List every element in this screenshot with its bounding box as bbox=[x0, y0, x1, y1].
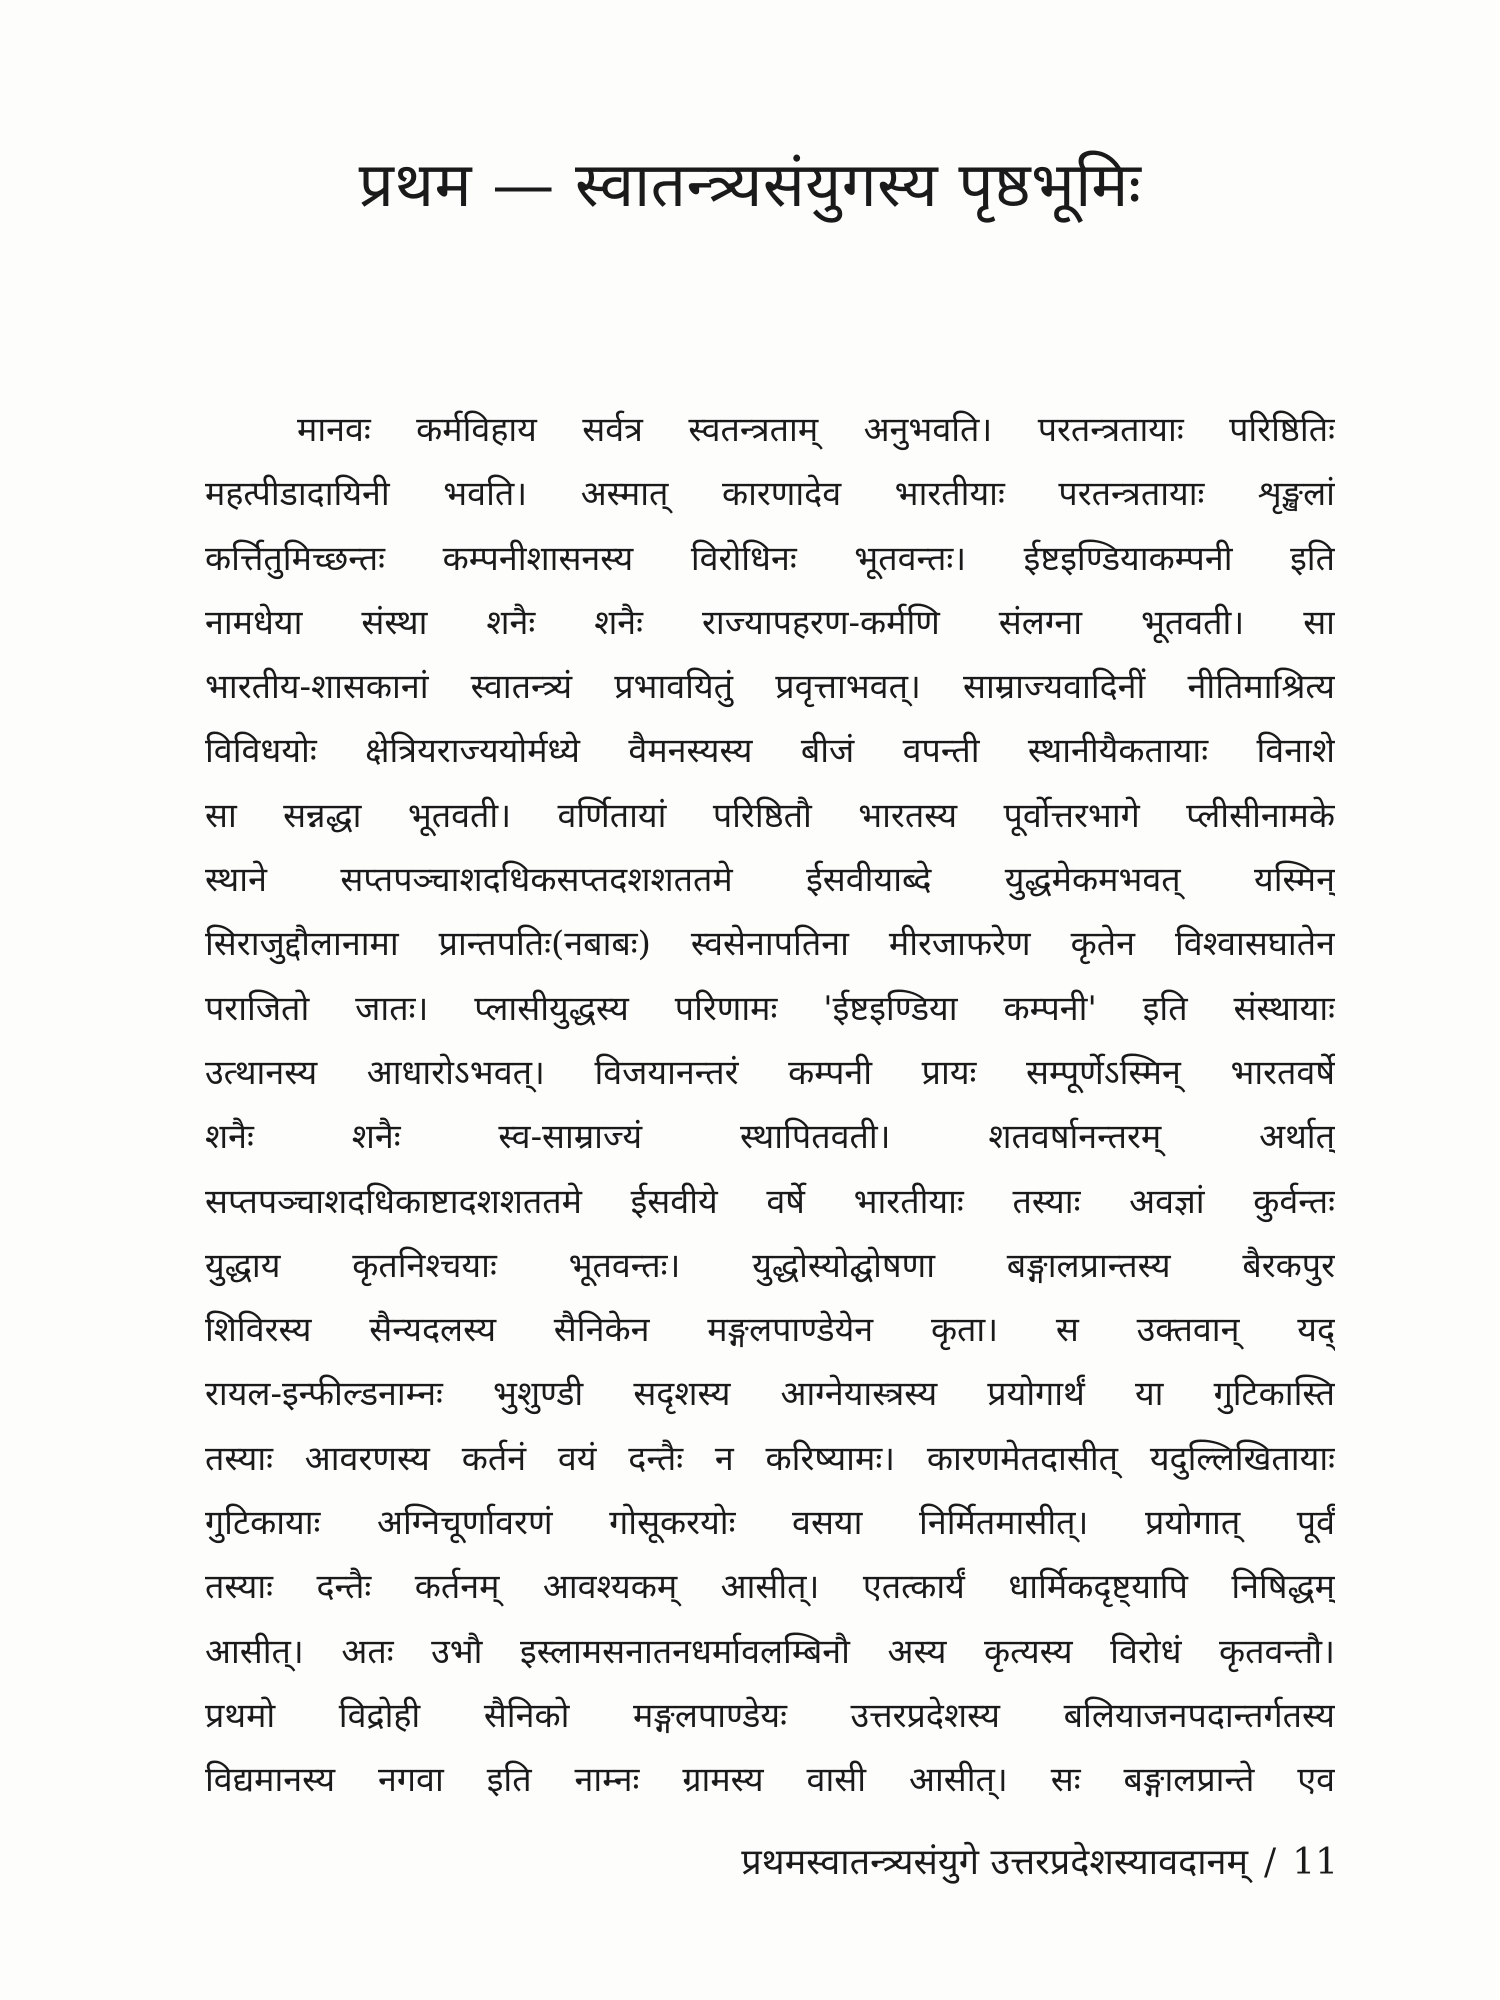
text-line: कर्त्तितुमिच्छन्तः कम्पनीशासनस्य विरोधिनः भूतवन्तः। ईष्टइण्डियाकम्पनी इति bbox=[205, 538, 1335, 579]
running-title: प्रथमस्वातन्त्र्यसंयुगे उत्तरप्रदेशस्यावदानम् bbox=[741, 1842, 1249, 1883]
text-line: पराजितो जातः। प्लासीयुद्धस्य परिणामः 'ईष्टइण्डिया कम्पनी' इति संस्थायाः bbox=[205, 988, 1335, 1029]
text-line: तस्याः आवरणस्य कर्तनं वयं दन्तैः न करिष्यामः। कारणमेतदासीत् यदुल्लिखितायाः bbox=[205, 1438, 1335, 1479]
text-line: सिराजुद्दौलानामा प्रान्तपतिः(नबाबः) स्वसेनापतिना मीरजाफरेण कृतेन विश्वासघातेन bbox=[205, 924, 1335, 965]
text-line: विद्यमानस्य नगवा इति नाम्नः ग्रामस्य वासी आसीत्। सः बङ्गालप्रान्ते एव bbox=[205, 1760, 1335, 1801]
text-line: तस्याः दन्तैः कर्तनम् आवश्यकम् आसीत्। एतत्कार्यं धार्मिकदृष्ट्यापि निषिद्धम् bbox=[205, 1567, 1335, 1608]
text-line: शनैः शनैः स्व-साम्राज्यं स्थापितवती। शतवर्षानन्तरम् अर्थात् bbox=[205, 1117, 1335, 1158]
page-number: 11 bbox=[1292, 1842, 1338, 1883]
body-paragraph bbox=[205, 398, 1335, 1813]
text-line: आसीत्। अतः उभौ इस्लामसनातनधर्मावलम्बिनौ अस्य कृत्यस्य विरोधं कृतवन्तौ। bbox=[205, 1631, 1335, 1672]
text-line: नामधेया संस्था शनैः शनैः राज्यापहरण-कर्मणि संलग्ना भूतवती। सा bbox=[205, 602, 1335, 643]
page-footer bbox=[741, 1838, 1338, 1888]
text-line: शिविरस्य सैन्यदलस्य सैनिकेन मङ्गलपाण्डेयेन कृता। स उक्तवान् यद् bbox=[205, 1310, 1335, 1351]
text-line: मानवः कर्मविहाय सर्वत्र स्वतन्त्रताम् अनुभवति। परतन्त्रतायाः परिष्ठितिः bbox=[297, 410, 1335, 450]
text-line: विविधयोः क्षेत्रियराज्ययोर्मध्ये वैमनस्यस्य बीजं वपन्ती स्थानीयैकतायाः विनाशे bbox=[205, 731, 1335, 772]
chapter-title: प्रथम — स्वातन्त्र्यसंयुगस्य पृष्ठभूमिः bbox=[358, 148, 1142, 221]
text-line: भारतीय-शासकानां स्वातन्त्र्यं प्रभावयितुं प्रवृत्ताभवत्। साम्राज्यवादिनीं नीतिमाश्रित्य bbox=[205, 667, 1335, 708]
text-line: रायल-इन्फील्डनाम्नः भुशुण्डी सदृशस्य आग्नेयास्त्रस्य प्रयोगार्थं या गुटिकास्ति bbox=[205, 1374, 1335, 1415]
text-line: सप्तपञ्चाशदधिकाष्टादशशततमे ईसवीये वर्षे भारतीयाः तस्याः अवज्ञां कुर्वन्तः bbox=[205, 1181, 1335, 1222]
text-line: सा सन्नद्धा भूतवती। वर्णितायां परिष्ठितौ भारतस्य पूर्वोत्तरभागे प्लीसीनामके bbox=[205, 795, 1335, 836]
text-line: महत्पीडादायिनी भवति। अस्मात् कारणादेव भारतीयाः परतन्त्रतायाः शृङ्खलां bbox=[205, 474, 1335, 515]
text-line: युद्धाय कृतनिश्चयाः भूतवन्तः। युद्धोस्योद्घोषणा बङ्गालप्रान्तस्य बैरकपुर bbox=[205, 1245, 1335, 1286]
text-line: गुटिकायाः अग्निचूर्णावरणं गोसूकरयोः वसया निर्मितमासीत्। प्रयोगात् पूर्वं bbox=[205, 1503, 1335, 1544]
text-line: उत्थानस्य आधारोऽभवत्। विजयानन्तरं कम्पनी प्रायः सम्पूर्णेऽस्मिन् भारतवर्षे bbox=[205, 1052, 1335, 1093]
footer-separator: / bbox=[1264, 1842, 1277, 1883]
text-line: स्थाने सप्तपञ्चाशदधिकसप्तदशशततमे ईसवीयाब्दे युद्धमेकमभवत् यस्मिन् bbox=[205, 860, 1335, 901]
text-line: प्रथमो विद्रोही सैनिको मङ्गलपाण्डेयः उत्तरप्रदेशस्य बलियाजनपदान्तर्गतस्य bbox=[205, 1695, 1335, 1736]
